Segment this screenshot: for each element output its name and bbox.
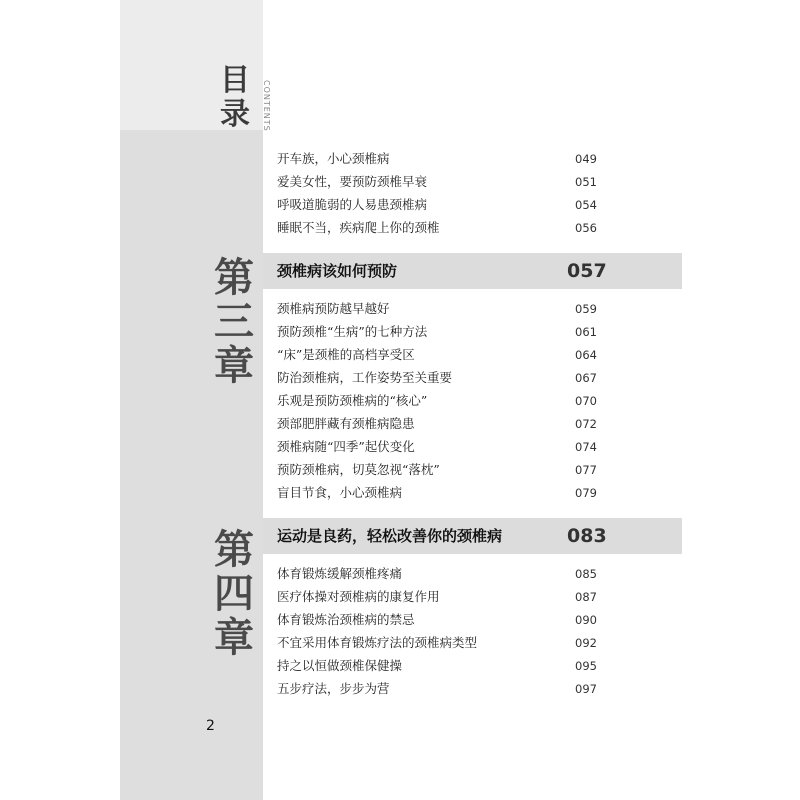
toc-entry[interactable]: [277, 195, 597, 215]
section-page: 083: [567, 525, 607, 547]
toc-entry-title: 体育锻炼缓解颈椎疼痛: [277, 566, 403, 581]
toc-entry-title: 开车族，小心颈椎病: [277, 151, 390, 166]
toc-entry[interactable]: [277, 483, 597, 503]
contents-label: CONTENTS: [262, 80, 271, 132]
chapter-4-label: [210, 528, 258, 660]
toc-title-char-2: 录: [220, 97, 250, 132]
chapter-char: 四: [214, 570, 254, 617]
toc-entry-page: 067: [575, 371, 597, 385]
section-header-083[interactable]: [263, 518, 682, 554]
toc-entry[interactable]: [277, 587, 597, 607]
chapter-char: 第: [214, 254, 254, 301]
toc-entry-title: 防治颈椎病，工作姿势至关重要: [277, 370, 453, 385]
toc-entry-page: 049: [575, 152, 597, 166]
toc-entry[interactable]: [277, 149, 597, 169]
toc-entry[interactable]: [277, 172, 597, 192]
toc-entry[interactable]: [277, 368, 597, 388]
toc-entry-page: 077: [575, 463, 597, 477]
toc-entry-page: 085: [575, 567, 597, 581]
chapter-char: 三: [214, 298, 254, 345]
toc-entry-title: 五步疗法，步步为营: [277, 681, 390, 696]
toc-entry[interactable]: [277, 218, 597, 238]
toc-entry-page: 090: [575, 613, 597, 627]
toc-entry-page: 097: [575, 682, 597, 696]
toc-entry[interactable]: [277, 414, 597, 434]
toc-entry-title: 颈椎病随“四季”起伏变化: [277, 439, 415, 454]
chapter-3-label: [210, 256, 258, 388]
chapter-char: 章: [214, 614, 254, 661]
toc-entry-title: 呼吸道脆弱的人易患颈椎病: [277, 197, 428, 212]
toc-entry-page: 059: [575, 302, 597, 316]
chapter-char: 第: [214, 526, 254, 573]
toc-entry-page: 092: [575, 636, 597, 650]
toc-entry[interactable]: [277, 460, 597, 480]
toc-entry-title: 颈椎病预防越早越好: [277, 301, 390, 316]
section-title: 运动是良药，轻松改善你的颈椎病: [277, 527, 503, 545]
toc-entry[interactable]: [277, 391, 597, 411]
toc-entry-page: 074: [575, 440, 597, 454]
section-page: 057: [567, 260, 607, 282]
toc-entry-page: 056: [575, 221, 597, 235]
toc-entry[interactable]: [277, 437, 597, 457]
toc-entry-title: “床”是颈椎的高档享受区: [277, 347, 415, 362]
toc-entry-title: 盲目节食，小心颈椎病: [277, 485, 403, 500]
toc-entry[interactable]: [277, 679, 597, 699]
toc-entry[interactable]: [277, 564, 597, 584]
toc-entry-page: 051: [575, 175, 597, 189]
toc-entry-title: 体育锻炼治颈椎病的禁忌: [277, 612, 415, 627]
toc-entry[interactable]: [277, 610, 597, 630]
toc-entry-page: 061: [575, 325, 597, 339]
section-title: 颈椎病该如何预防: [277, 262, 398, 280]
toc-entry[interactable]: [277, 299, 597, 319]
toc-entry-title: 颈部肥胖藏有颈椎病隐患: [277, 416, 415, 431]
toc-title: [220, 64, 264, 132]
toc-entry-title: 乐观是预防颈椎病的“核心”: [277, 393, 428, 408]
chapter-char: 章: [214, 342, 254, 389]
toc-entry-page: 064: [575, 348, 597, 362]
toc-entry[interactable]: [277, 322, 597, 342]
toc-entry-title: 不宜采用体育锻炼疗法的颈椎病类型: [277, 635, 478, 650]
toc-entry[interactable]: [277, 633, 597, 653]
toc-entry-page: 070: [575, 394, 597, 408]
toc-entry[interactable]: [277, 656, 597, 676]
toc-entry-page: 072: [575, 417, 597, 431]
toc-title-char-1: 目: [220, 63, 250, 98]
toc-entry-page: 079: [575, 486, 597, 500]
toc-entry-title: 医疗体操对颈椎病的康复作用: [277, 589, 440, 604]
toc-entry-title: 爱美女性，要预防颈椎早衰: [277, 174, 428, 189]
toc-entry-title: 睡眠不当，疾病爬上你的颈椎: [277, 220, 440, 235]
toc-entry-title: 预防颈椎病，切莫忽视“落枕”: [277, 462, 440, 477]
toc-entry-title: 预防颈椎“生病”的七种方法: [277, 324, 428, 339]
section-header-057[interactable]: [263, 253, 682, 289]
toc-entry-title: 持之以恒做颈椎保健操: [277, 658, 403, 673]
toc-entry-page: 095: [575, 659, 597, 673]
toc-entry-page: 087: [575, 590, 597, 604]
toc-entry-page: 054: [575, 198, 597, 212]
toc-entry[interactable]: [277, 345, 597, 365]
page-number: 2: [206, 718, 215, 734]
